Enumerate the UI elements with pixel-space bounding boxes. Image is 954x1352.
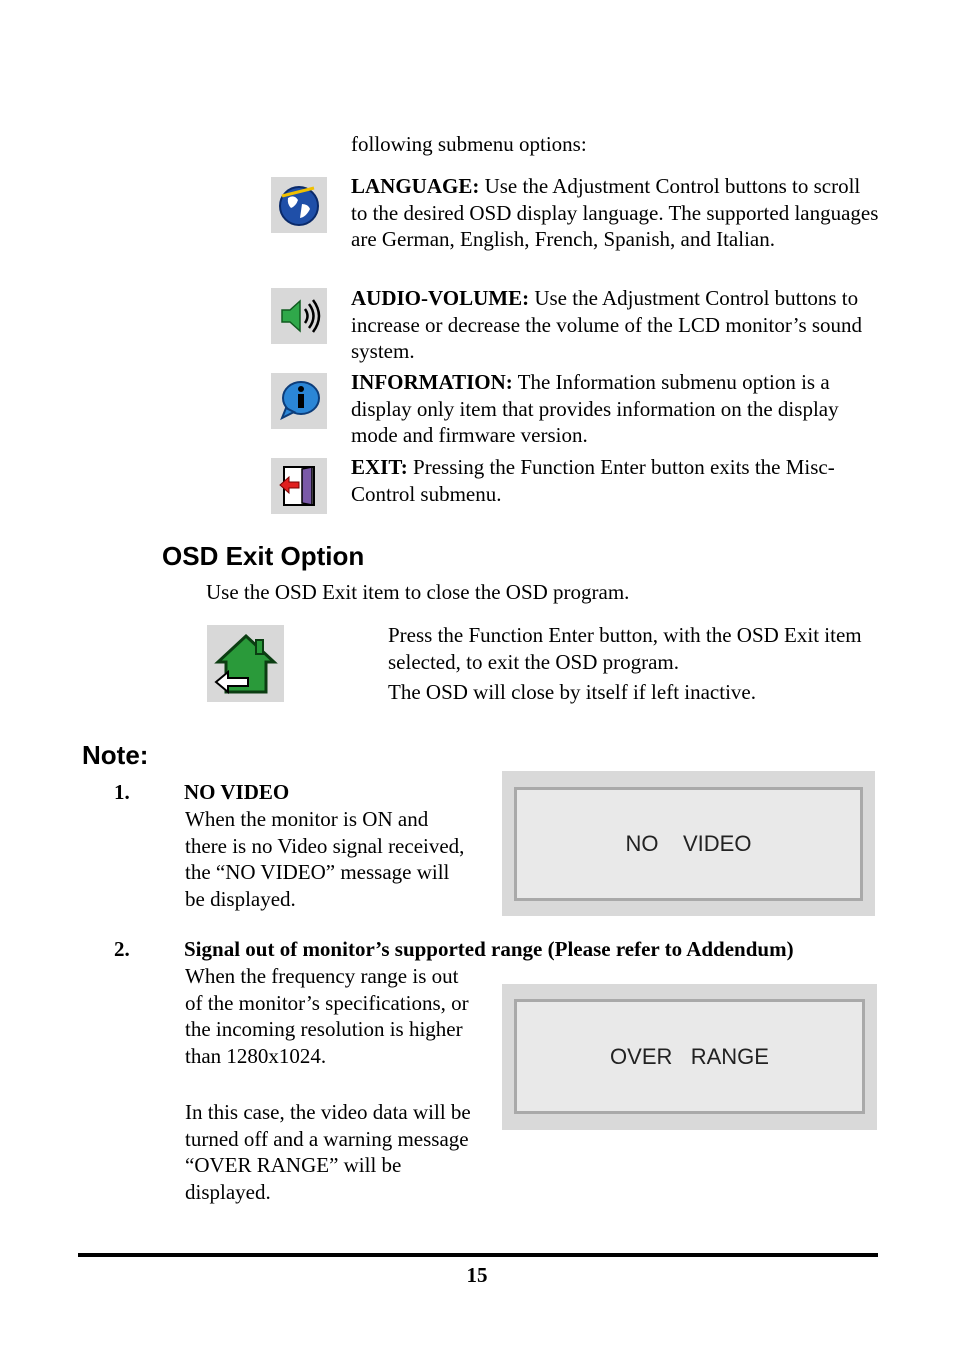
speaker-icon: [271, 288, 327, 344]
language-description: LANGUAGE: Use the Adjustment Control buttons to scroll to the desired OSD display language. The supported languages are German, English, French, Spanish, and Italian.: [351, 174, 879, 251]
note-item-text: When the monitor is ON and there is no Video signal received, the “NO VIDEO” message will be displayed.: [185, 807, 465, 911]
note-item-number: 2.: [114, 937, 130, 961]
osd-exit-description: Use the OSD Exit item to close the OSD program.: [206, 580, 630, 604]
note-item-title: NO VIDEO: [184, 780, 290, 804]
home-exit-icon: [207, 625, 284, 702]
no-video-osd-message: NO VIDEO: [514, 787, 863, 901]
page-number: 15: [466, 1263, 488, 1287]
note-item-text: In this case, the video data will be turned off and a warning message “OVER RANGE” will be displayed.: [185, 1100, 471, 1204]
note-item-title: Signal out of monitor’s supported range (Please refer to Addendum): [184, 937, 794, 961]
footer-rule: [78, 1253, 878, 1257]
audio-volume-description: AUDIO-VOLUME: Use the Adjustment Control buttons to increase or decrease the volume of the LCD monitor’s sound system.: [351, 286, 863, 363]
over-range-osd-message: OVER RANGE: [514, 999, 865, 1114]
note-heading: Note:: [82, 740, 149, 770]
intro-text: following submenu options:: [351, 132, 587, 156]
osd-exit-instruction: Press the Function Enter button, with the OSD Exit item selected, to exit the OSD program.: [388, 623, 862, 674]
exit-description: EXIT: Pressing the Function Enter button exits the Misc-Control submenu.: [351, 455, 835, 506]
section-heading-osd-exit: OSD Exit Option: [162, 541, 365, 571]
osd-auto-close-text: The OSD will close by itself if left inactive.: [388, 680, 756, 704]
exit-door-icon: [271, 458, 327, 514]
note-item-text: When the frequency range is out of the monitor’s specifications, or the incoming resolution is higher than 1280x1024.: [185, 964, 469, 1068]
globe-icon: [271, 177, 327, 233]
information-description: INFORMATION: The Information submenu option is a display only item that provides information on the display mode and firmware version.: [351, 370, 839, 447]
note-item-number: 1.: [114, 780, 130, 804]
info-icon: [271, 373, 327, 429]
